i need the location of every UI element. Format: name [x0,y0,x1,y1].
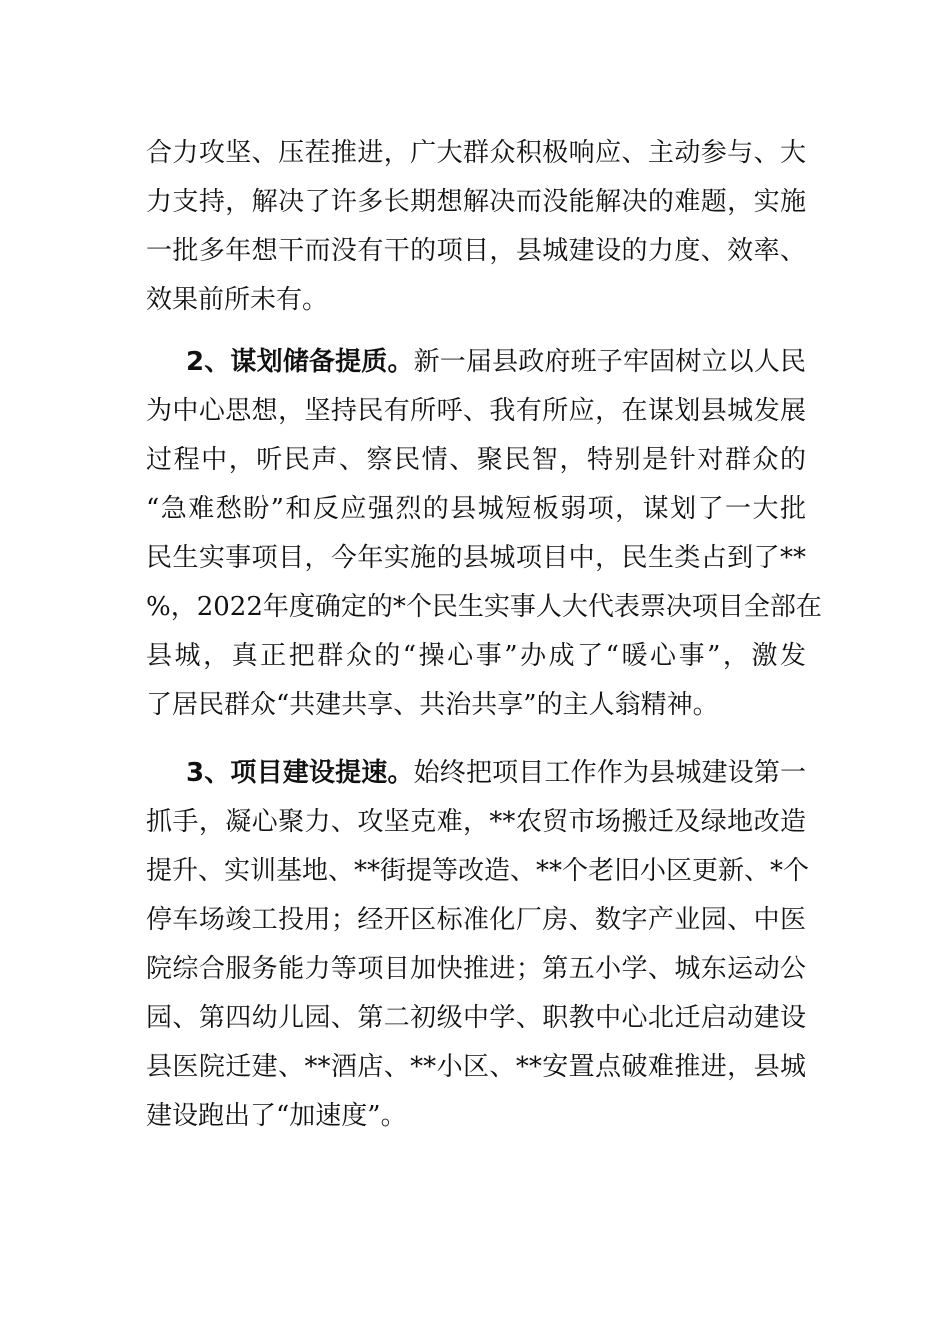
paragraph-line: 效果前所未有。 [146,285,329,315]
section-2-first-line [186,342,806,382]
paragraph-line: 一批多年想干而没有干的项目，县城建设的力度、效率、 [146,236,806,266]
paragraph-line: 为中心思想，坚持民有所呼、我有所应，在谋划县城发展 [146,396,806,426]
paragraph-line: 园、第四幼儿园、第二初级中学、职教中心北迁启动建设 [146,1003,806,1033]
paragraph-line: 合力攻坚、压茬推进，广大群众积极响应、主动参与、大 [146,138,806,168]
paragraph-line: 停车场竣工投用；经开区标准化厂房、数字产业园、中医 [146,905,806,935]
paragraph-line: 力支持，解决了许多长期想解决而没能解决的难题，实施 [146,187,806,217]
paragraph-line: 过程中，听民声、察民情、聚民智，特别是针对群众的 [146,445,806,475]
paragraph-line: 民生实事项目，今年实施的县城项目中，民生类占到了** [146,543,806,573]
section-3-first-line-text: 始终把项目工作作为县城建设第一 [413,758,806,788]
paragraph-line: 县城，真正把群众的“操心事”办成了“暖心事”，激发 [146,641,806,671]
paragraph-line: 县医院迁建、**酒店、**小区、**安置点破难推进，县城 [146,1052,806,1082]
paragraph-line: 院综合服务能力等项目加快推进；第五小学、城东运动公 [146,954,806,984]
paragraph-line: 提升、实训基地、**街提等改造、**个老旧小区更新、*个 [146,856,810,886]
section-2-heading: 2、谋划储备提质。 [186,347,414,377]
section-3-heading: 3、项目建设提速。 [186,758,414,788]
paragraph-line: 建设跑出了“加速度”。 [146,1101,407,1131]
paragraph-line: %，2022年度确定的*个民生实事人大代表票决项目全部在 [146,592,822,622]
paragraph-line: “急难愁盼”和反应强烈的县城短板弱项，谋划了一大批 [146,494,806,524]
section-2-first-line-text: 新一届县政府班子牢固树立以人民 [413,347,806,377]
paragraph-line: 了居民群众“共建共享、共治共享”的主人翁精神。 [146,690,719,720]
paragraph-line: 抓手，凝心聚力、攻坚克难，**农贸市场搬迁及绿地改造 [146,807,806,837]
section-3-first-line [186,753,806,793]
